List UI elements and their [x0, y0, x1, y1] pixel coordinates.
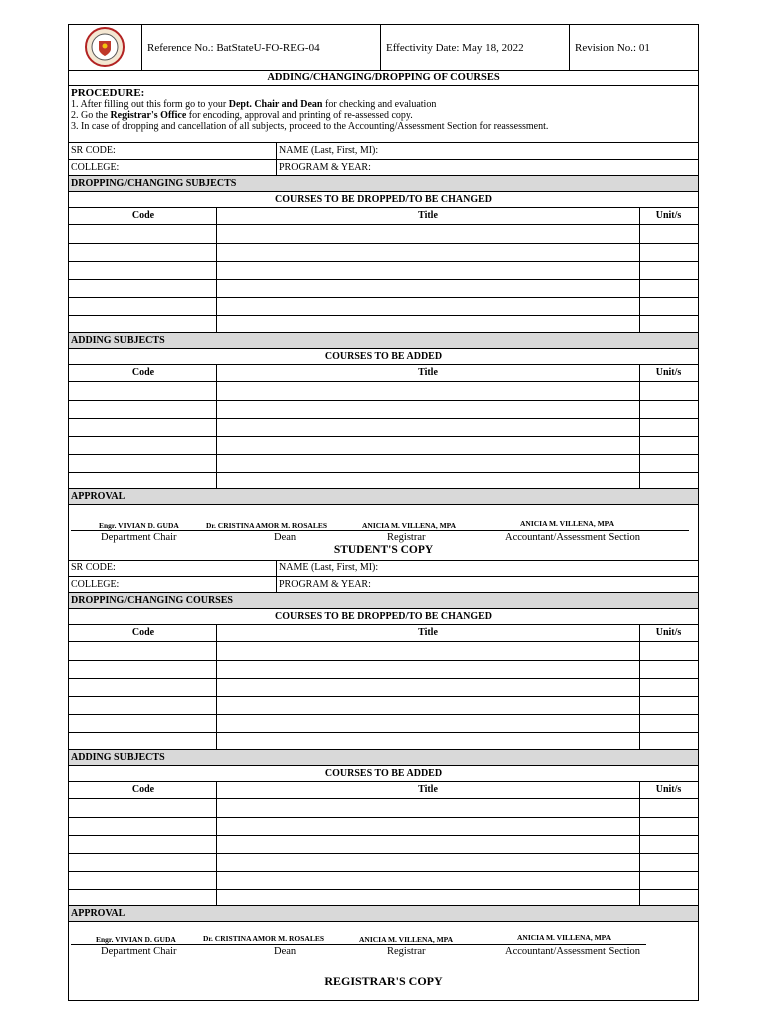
- title-column-header: Title: [418, 210, 438, 221]
- units-column-header: Unit/s: [655, 627, 682, 638]
- dropping-heading: DROPPING/CHANGING COURSES: [69, 593, 698, 609]
- program-year-field[interactable]: PROGRAM & YEAR:: [279, 162, 371, 173]
- registrar-role: Registrar: [387, 532, 426, 543]
- code-column-header: Code: [131, 627, 155, 638]
- dropped-caption: COURSES TO BE DROPPED/TO BE CHANGED: [69, 192, 698, 208]
- students-copy-label: STUDENT'S COPY: [333, 544, 434, 556]
- signature-line: [71, 944, 646, 945]
- adding-heading: ADDING SUBJECTS: [69, 750, 698, 766]
- approval-heading: APPROVAL: [69, 489, 698, 505]
- adding-heading: ADDING SUBJECTS: [69, 333, 698, 349]
- step1-text-end: for checking and evaluation: [322, 99, 437, 110]
- name-field[interactable]: NAME (Last, First, MI):: [279, 145, 379, 156]
- added-caption: COURSES TO BE ADDED: [69, 766, 698, 782]
- approval-heading: APPROVAL: [69, 906, 698, 922]
- dean-role: Dean: [274, 946, 297, 957]
- title-column-header: Title: [418, 367, 438, 378]
- chair-signatory: Engr. VIVIAN D. GUDA: [96, 935, 176, 944]
- accountant-role: Accountant/Assessment Section: [505, 946, 641, 957]
- step2-text-end: for encoding, approval and printing of re-assessed copy.: [186, 110, 413, 121]
- dean-role: Dean: [274, 532, 297, 543]
- step1-text: 1. After filling out this form go to your: [71, 99, 229, 110]
- sr-code-field[interactable]: SR CODE:: [71, 562, 116, 573]
- units-column-header: Unit/s: [655, 367, 682, 378]
- sr-code-field[interactable]: SR CODE:: [71, 145, 116, 156]
- code-column-header: Code: [131, 784, 155, 795]
- student-info-row-1: [69, 143, 698, 160]
- signature-line: [71, 530, 689, 531]
- dropped-caption: COURSES TO BE DROPPED/TO BE CHANGED: [69, 609, 698, 625]
- student-info-row-1: [69, 560, 698, 577]
- procedure-step-3: 3. In case of dropping and cancellation of all subjects, proceed to the Accounting/Assessment Section for reassessment.: [71, 121, 549, 132]
- dean-signatory: Dr. CRISTINA AMOR M. ROSALES: [203, 934, 324, 943]
- units-column-header: Unit/s: [655, 210, 682, 221]
- procedure-heading: PROCEDURE:: [71, 87, 145, 99]
- program-year-field[interactable]: PROGRAM & YEAR:: [279, 579, 371, 590]
- units-column-header: Unit/s: [655, 784, 682, 795]
- chair-role: Department Chair: [101, 532, 177, 543]
- registrar-signatory: ANICIA M. VILLENA, MPA: [362, 521, 457, 530]
- accountant-signatory: ANICIA M. VILLENA, MPA: [520, 519, 615, 528]
- procedure-step-1: [71, 100, 436, 110]
- procedure-step-2: [71, 111, 413, 121]
- college-field[interactable]: COLLEGE:: [71, 162, 120, 173]
- registrar-signatory: ANICIA M. VILLENA, MPA: [359, 935, 454, 944]
- title-column-header: Title: [418, 784, 438, 795]
- registrars-copy-label: REGISTRAR'S COPY: [324, 974, 443, 988]
- accountant-role: Accountant/Assessment Section: [505, 532, 641, 543]
- dean-signatory: Dr. CRISTINA AMOR M. ROSALES: [206, 521, 327, 530]
- approval-signatures: [69, 922, 698, 962]
- chair-signatory: Engr. VIVIAN D. GUDA: [99, 521, 179, 530]
- added-caption: COURSES TO BE ADDED: [69, 349, 698, 365]
- student-info-row-2: [69, 577, 698, 593]
- code-column-header: Code: [131, 210, 155, 221]
- code-column-header: Code: [131, 367, 155, 378]
- added-table-grid[interactable]: [69, 782, 698, 906]
- seal-icon: [69, 25, 141, 69]
- dropped-table-grid[interactable]: [69, 208, 698, 333]
- college-field[interactable]: COLLEGE:: [71, 579, 120, 590]
- effectivity-date: Effectivity Date: May 18, 2022: [381, 25, 570, 70]
- step2-bold: Registrar's Office: [110, 110, 187, 121]
- chair-role: Department Chair: [101, 946, 177, 957]
- form-header: [69, 25, 698, 71]
- course-change-form: [68, 24, 699, 1001]
- university-seal-logo: [69, 25, 142, 70]
- step2-text: 2. Go the: [71, 110, 111, 121]
- approval-signatures: [69, 505, 698, 545]
- accountant-signatory: ANICIA M. VILLENA, MPA: [517, 933, 612, 942]
- dropping-heading: DROPPING/CHANGING SUBJECTS: [69, 176, 698, 192]
- name-field[interactable]: NAME (Last, First, MI):: [279, 562, 379, 573]
- title-column-header: Title: [418, 627, 438, 638]
- registrar-role: Registrar: [387, 946, 426, 957]
- dropped-table-grid[interactable]: [69, 625, 698, 750]
- revision-number: Revision No.: 01: [575, 41, 650, 54]
- reference-number: Reference No.: BatStateU-FO-REG-04: [142, 25, 381, 70]
- student-info-row-2: [69, 160, 698, 176]
- added-table-grid[interactable]: [69, 365, 698, 489]
- form-title: ADDING/CHANGING/DROPPING OF COURSES: [69, 71, 698, 86]
- step1-bold: Dept. Chair and Dean: [228, 99, 323, 110]
- procedure-block: [69, 86, 698, 143]
